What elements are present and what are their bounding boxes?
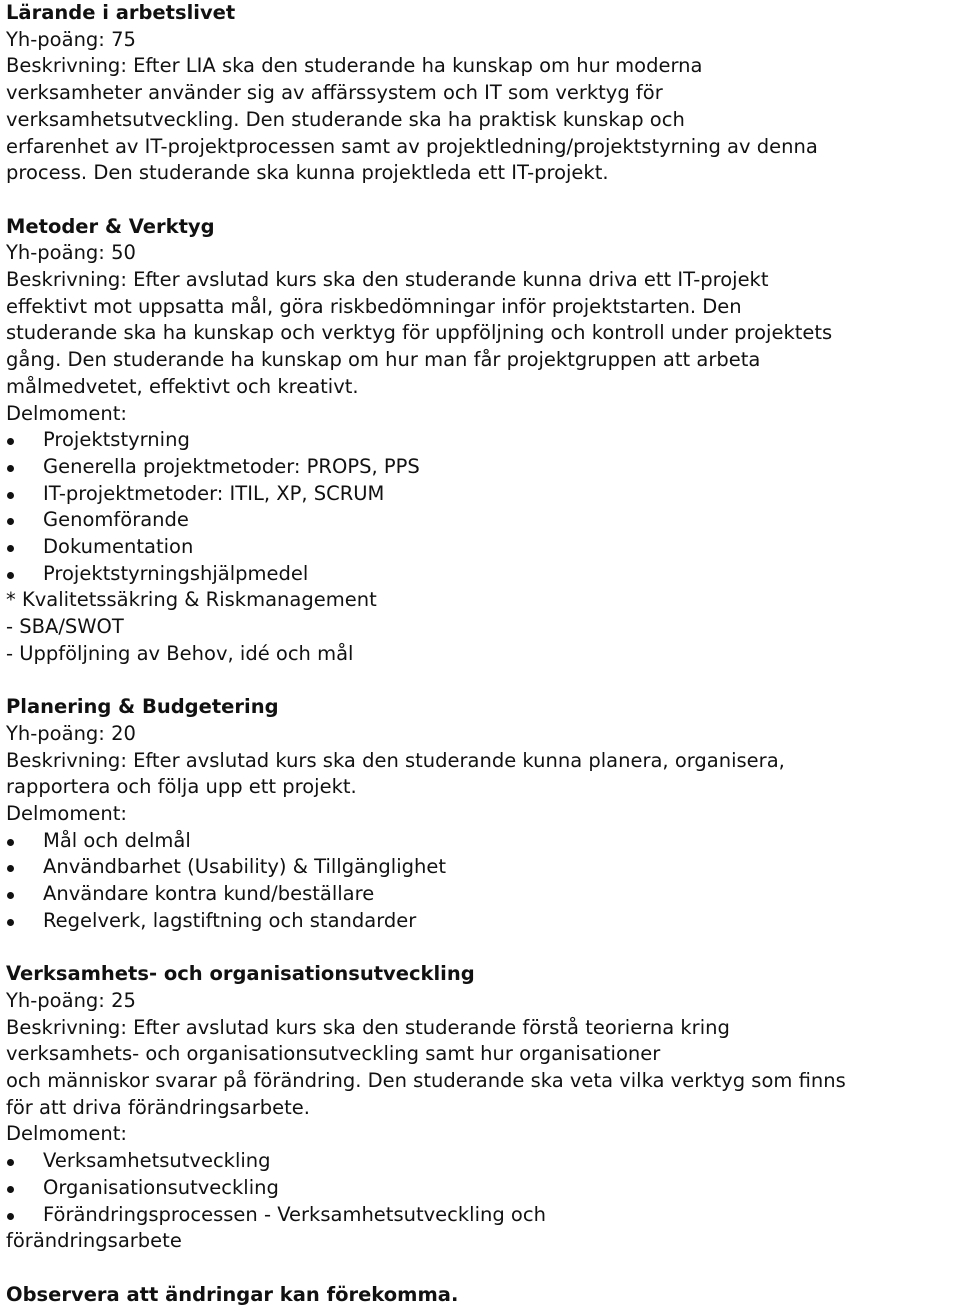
description-line: och människor svarar på förändring. Den studerande ska veta vilka verktyg som finns (6, 1069, 846, 1093)
bullet-icon (7, 465, 14, 472)
section-title: Verksamhets- och organisationsutveckling (6, 962, 475, 986)
section-title: Lärande i arbetslivet (6, 1, 236, 24)
description-line: Beskrivning: Efter avslutad kurs ska den studerande förstå teorierna kring (6, 1015, 730, 1039)
bullet-icon (7, 1213, 14, 1220)
description-line: Beskrivning: Efter avslutad kurs ska den studerande kunna planera, organisera, (6, 748, 785, 772)
bullet-icon (7, 1186, 14, 1193)
delmoment-label: Delmoment: (6, 401, 127, 425)
list-item: Organisationsutveckling (6, 1175, 954, 1202)
section-verksamhets-organisationsutveckling (6, 961, 954, 1255)
section-points: Yh-poäng: 25 (6, 988, 136, 1012)
bullet-icon (7, 438, 14, 445)
description-line: Beskrivning: Efter LIA ska den studerande ha kunskap om hur moderna (6, 54, 703, 78)
list-item: Genomförande (6, 507, 954, 534)
description-line: rapportera och följa upp ett projekt. (6, 775, 357, 799)
section-points: Yh-poäng: 20 (6, 721, 136, 745)
description-line: för att driva förändringsarbete. (6, 1095, 310, 1119)
bullet-icon (7, 1159, 14, 1166)
description-line: Beskrivning: Efter avslutad kurs ska den studerande kunna driva ett IT-projekt (6, 268, 769, 292)
delmoment-list (6, 828, 954, 935)
bullet-icon (7, 492, 14, 499)
section-larande-i-arbetslivet (6, 0, 954, 187)
extra-line: * Kvalitetssäkring & Riskmanagement (6, 588, 377, 612)
bullet-icon (7, 919, 14, 926)
bullet-icon (7, 545, 14, 552)
bullet-icon (7, 865, 14, 872)
extra-line: - SBA/SWOT (6, 615, 124, 639)
list-item: Projektstyrningshjälpmedel (6, 561, 954, 588)
list-item: Verksamhetsutveckling (6, 1148, 954, 1175)
section-metoder-verktyg (6, 214, 954, 668)
delmoment-label: Delmoment: (6, 802, 127, 826)
description-line: verksamhetsutveckling. Den studerande ska ha praktisk kunskap och (6, 107, 685, 131)
delmoment-list (6, 427, 954, 587)
list-item: Användare kontra kund/beställare (6, 881, 954, 908)
description-line: gång. Den studerande ha kunskap om hur man får projektgruppen att arbeta (6, 348, 761, 372)
bullet-icon (7, 518, 14, 525)
description-line: verksamhets- och organisationsutveckling samt hur organisationer (6, 1042, 661, 1066)
list-item: Projektstyrning (6, 427, 954, 454)
section-title: Metoder & Verktyg (6, 214, 215, 238)
list-item: Generella projektmetoder: PROPS, PPS (6, 454, 954, 481)
bullet-icon (7, 892, 14, 899)
section-planering-budgetering (6, 694, 954, 934)
section-points: Yh-poäng: 50 (6, 241, 136, 265)
footer-note: Observera att ändringar kan förekomma. (6, 1282, 459, 1306)
bullet-continuation: förändringsarbete (6, 1229, 182, 1253)
description-line: erfarenhet av IT-projektprocessen samt av projektledning/projektstyrning av denna (6, 134, 818, 158)
delmoment-label: Delmoment: (6, 1122, 127, 1146)
description-line: process. Den studerande ska kunna projektleda ett IT-projekt. (6, 161, 609, 185)
description-line: studerande ska ha kunskap och verktyg för uppföljning och kontroll under projektets (6, 321, 833, 345)
description-line: målmedvetet, effektivt och kreativt. (6, 374, 359, 398)
extra-line: - Uppföljning av Behov, idé och mål (6, 641, 354, 665)
section-points: Yh-poäng: 75 (6, 27, 136, 51)
list-item: Regelverk, lagstiftning och standarder (6, 908, 954, 935)
section-title: Planering & Budgetering (6, 695, 279, 719)
bullet-icon (7, 839, 14, 846)
description-line: effektivt mot uppsatta mål, göra riskbedömningar inför projektstarten. Den (6, 294, 742, 318)
description-line: verksamheter använder sig av affärssystem och IT som verktyg för (6, 81, 663, 105)
list-item: Förändringsprocessen - Verksamhetsutveckling och (6, 1202, 954, 1229)
bullet-icon (7, 572, 14, 579)
list-item: Mål och delmål (6, 828, 954, 855)
list-item: Användbarhet (Usability) & Tillgänglighet (6, 854, 954, 881)
delmoment-list (6, 1148, 954, 1228)
list-item: IT-projektmetoder: ITIL, XP, SCRUM (6, 481, 954, 508)
list-item: Dokumentation (6, 534, 954, 561)
